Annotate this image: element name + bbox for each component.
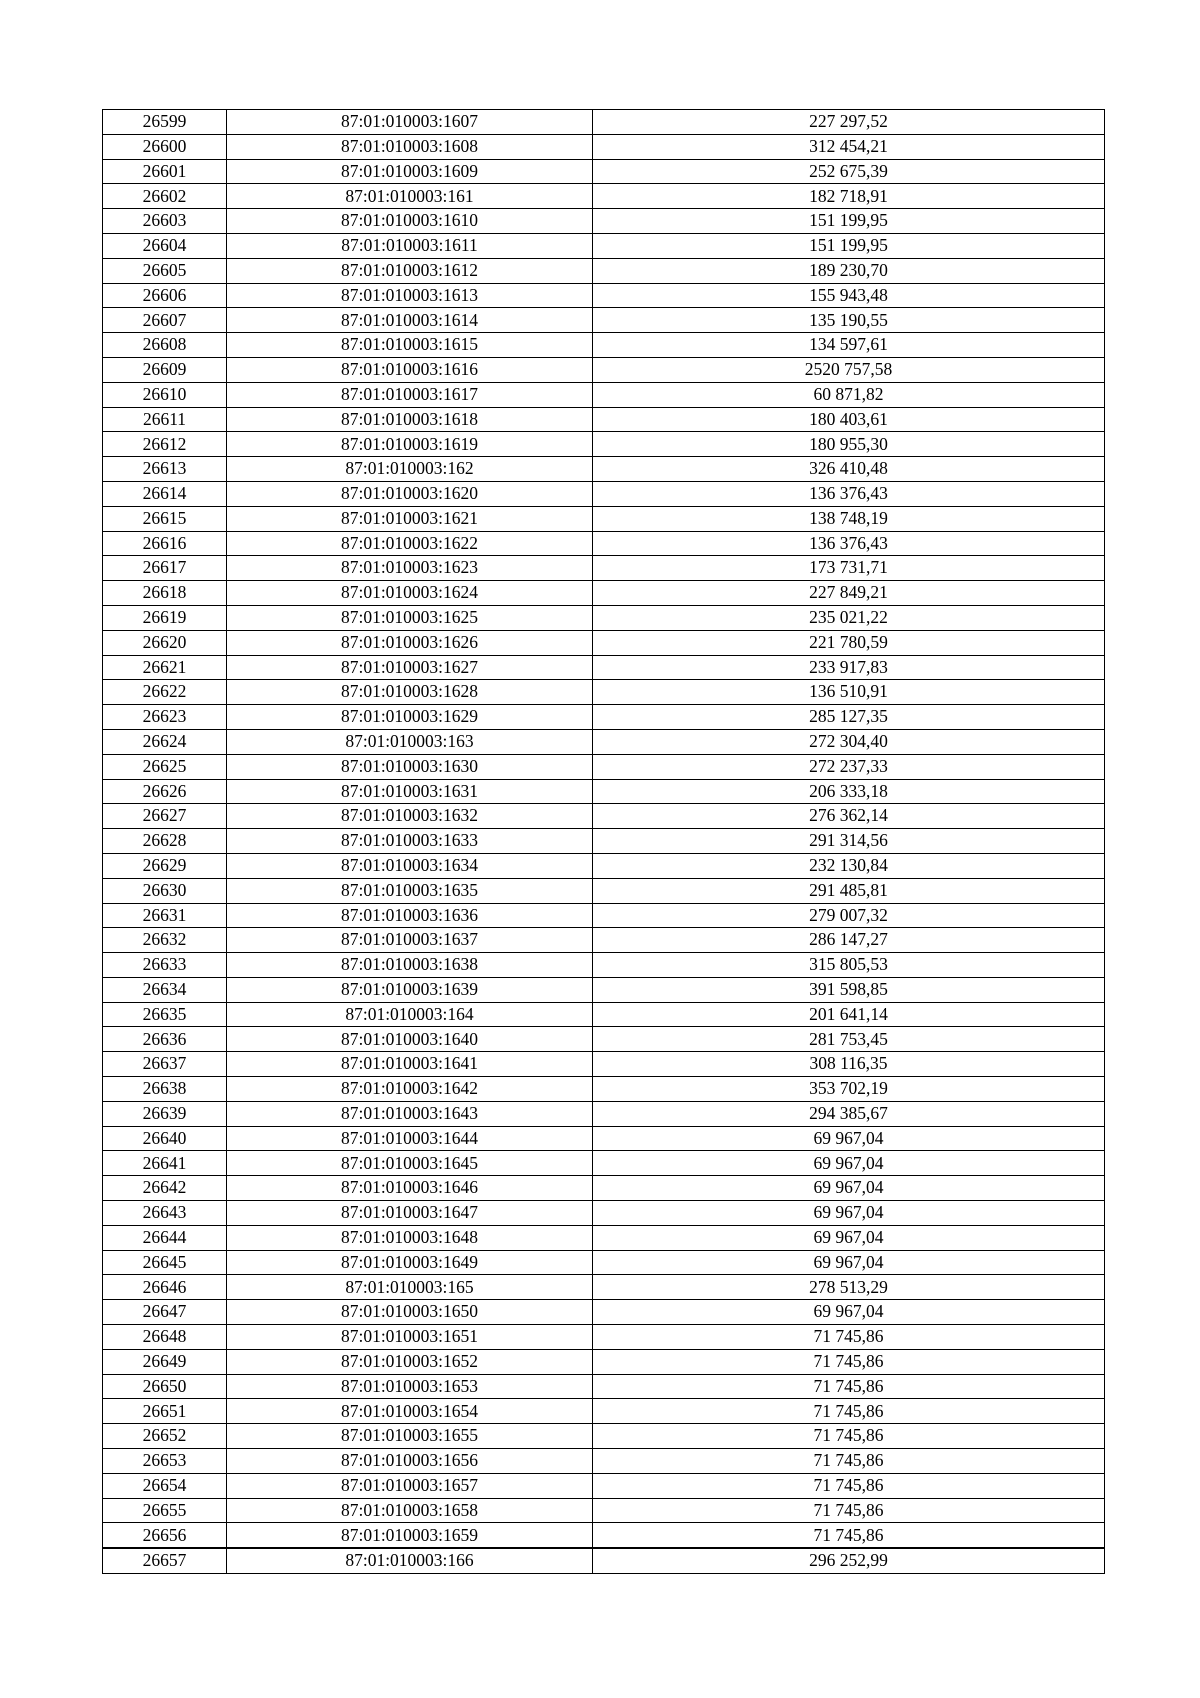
table-row <box>103 432 1105 457</box>
cadastral-number-cell: 87:01:010003:162 <box>227 457 593 482</box>
table-row <box>103 382 1105 407</box>
table-row <box>103 977 1105 1002</box>
table-row <box>103 134 1105 159</box>
row-number-cell: 26637 <box>103 1052 227 1077</box>
table-row <box>103 1349 1105 1374</box>
cadastral-number-cell: 87:01:010003:1645 <box>227 1151 593 1176</box>
cadastral-value-cell: 135 190,55 <box>593 308 1105 333</box>
row-number-cell: 26648 <box>103 1325 227 1350</box>
table-row <box>103 581 1105 606</box>
row-number-cell: 26644 <box>103 1225 227 1250</box>
table-row <box>103 457 1105 482</box>
cadastral-value-cell: 291 485,81 <box>593 878 1105 903</box>
cadastral-number-cell: 87:01:010003:1615 <box>227 333 593 358</box>
cadastral-value-cell: 69 967,04 <box>593 1126 1105 1151</box>
table-row <box>103 1449 1105 1474</box>
table-row <box>103 1027 1105 1052</box>
row-number-cell: 26604 <box>103 233 227 258</box>
cadastral-number-cell: 87:01:010003:1652 <box>227 1349 593 1374</box>
cadastral-number-cell: 87:01:010003:1617 <box>227 382 593 407</box>
row-number-cell: 26640 <box>103 1126 227 1151</box>
table-row <box>103 779 1105 804</box>
cadastral-value-cell: 2520 757,58 <box>593 357 1105 382</box>
cadastral-value-cell: 69 967,04 <box>593 1250 1105 1275</box>
row-number-cell: 26622 <box>103 680 227 705</box>
cadastral-number-cell: 87:01:010003:1620 <box>227 481 593 506</box>
row-number-cell: 26641 <box>103 1151 227 1176</box>
table-row <box>103 605 1105 630</box>
table-row <box>103 556 1105 581</box>
row-number-cell: 26649 <box>103 1349 227 1374</box>
cadastral-value-cell: 180 403,61 <box>593 407 1105 432</box>
row-number-cell: 26655 <box>103 1498 227 1523</box>
row-number-cell: 26643 <box>103 1201 227 1226</box>
cadastral-number-cell: 87:01:010003:1649 <box>227 1250 593 1275</box>
row-number-cell: 26650 <box>103 1374 227 1399</box>
cadastral-value-cell: 71 745,86 <box>593 1449 1105 1474</box>
cadastral-value-cell: 232 130,84 <box>593 853 1105 878</box>
table-row <box>103 1498 1105 1523</box>
cadastral-value-cell: 136 510,91 <box>593 680 1105 705</box>
cadastral-number-cell: 87:01:010003:1621 <box>227 506 593 531</box>
row-number-cell: 26619 <box>103 605 227 630</box>
cadastral-number-cell: 87:01:010003:1618 <box>227 407 593 432</box>
table-row <box>103 1250 1105 1275</box>
table-row <box>103 804 1105 829</box>
cadastral-value-cell: 71 745,86 <box>593 1473 1105 1498</box>
table-row <box>103 283 1105 308</box>
table-row <box>103 1002 1105 1027</box>
cadastral-number-cell: 87:01:010003:1637 <box>227 928 593 953</box>
cadastral-number-cell: 87:01:010003:1625 <box>227 605 593 630</box>
row-number-cell: 26602 <box>103 184 227 209</box>
cadastral-number-cell: 87:01:010003:1610 <box>227 209 593 234</box>
table-row <box>103 1077 1105 1102</box>
table-row <box>103 1424 1105 1449</box>
table-row <box>103 953 1105 978</box>
table-row <box>103 1126 1105 1151</box>
table-row <box>103 928 1105 953</box>
row-number-cell: 26601 <box>103 159 227 184</box>
cadastral-value-cell: 138 748,19 <box>593 506 1105 531</box>
table-row <box>103 233 1105 258</box>
cadastral-number-cell: 87:01:010003:1623 <box>227 556 593 581</box>
table-row <box>103 1523 1105 1548</box>
cadastral-value-cell: 201 641,14 <box>593 1002 1105 1027</box>
cadastral-number-cell: 87:01:010003:1634 <box>227 853 593 878</box>
cadastral-number-cell: 87:01:010003:1635 <box>227 878 593 903</box>
cadastral-value-cell: 235 021,22 <box>593 605 1105 630</box>
row-number-cell: 26599 <box>103 110 227 135</box>
table-row <box>103 829 1105 854</box>
row-number-cell: 26625 <box>103 754 227 779</box>
row-number-cell: 26654 <box>103 1473 227 1498</box>
cadastral-value-cell: 71 745,86 <box>593 1498 1105 1523</box>
cadastral-value-cell: 291 314,56 <box>593 829 1105 854</box>
cadastral-number-cell: 87:01:010003:1642 <box>227 1077 593 1102</box>
table-row <box>103 630 1105 655</box>
cadastral-value-cell: 155 943,48 <box>593 283 1105 308</box>
row-number-cell: 26617 <box>103 556 227 581</box>
table-row <box>103 407 1105 432</box>
cadastral-number-cell: 87:01:010003:1630 <box>227 754 593 779</box>
cadastral-number-cell: 87:01:010003:1609 <box>227 159 593 184</box>
table-row <box>103 357 1105 382</box>
cadastral-number-cell: 87:01:010003:1639 <box>227 977 593 1002</box>
cadastral-number-cell: 87:01:010003:1624 <box>227 581 593 606</box>
cadastral-value-cell: 276 362,14 <box>593 804 1105 829</box>
row-number-cell: 26627 <box>103 804 227 829</box>
table-row <box>103 903 1105 928</box>
row-number-cell: 26614 <box>103 481 227 506</box>
table-row <box>103 1176 1105 1201</box>
table-row <box>103 1300 1105 1325</box>
cadastral-value-cell: 71 745,86 <box>593 1523 1105 1548</box>
table-row <box>103 705 1105 730</box>
cadastral-value-cell: 71 745,86 <box>593 1349 1105 1374</box>
cadastral-value-cell: 272 304,40 <box>593 729 1105 754</box>
table-row <box>103 680 1105 705</box>
row-number-cell: 26647 <box>103 1300 227 1325</box>
cadastral-number-cell: 87:01:010003:1608 <box>227 134 593 159</box>
row-number-cell: 26606 <box>103 283 227 308</box>
row-number-cell: 26639 <box>103 1101 227 1126</box>
row-number-cell: 26628 <box>103 829 227 854</box>
cadastral-value-cell: 326 410,48 <box>593 457 1105 482</box>
table-row <box>103 531 1105 556</box>
table-row <box>103 1399 1105 1424</box>
cadastral-number-cell: 87:01:010003:1612 <box>227 258 593 283</box>
table-row <box>103 1201 1105 1226</box>
cadastral-value-cell: 71 745,86 <box>593 1325 1105 1350</box>
table-row <box>103 1325 1105 1350</box>
cadastral-number-cell: 87:01:010003:1616 <box>227 357 593 382</box>
row-number-cell: 26653 <box>103 1449 227 1474</box>
table-row <box>103 729 1105 754</box>
table-row <box>103 1101 1105 1126</box>
cadastral-number-cell: 87:01:010003:1631 <box>227 779 593 804</box>
row-number-cell: 26608 <box>103 333 227 358</box>
cadastral-value-cell: 281 753,45 <box>593 1027 1105 1052</box>
cadastral-number-cell: 87:01:010003:1636 <box>227 903 593 928</box>
table-row <box>103 110 1105 135</box>
cadastral-number-cell: 87:01:010003:1655 <box>227 1424 593 1449</box>
cadastral-value-table <box>102 109 1105 1574</box>
cadastral-value-cell: 296 252,99 <box>593 1548 1105 1573</box>
row-number-cell: 26600 <box>103 134 227 159</box>
row-number-cell: 26624 <box>103 729 227 754</box>
cadastral-number-cell: 87:01:010003:1638 <box>227 953 593 978</box>
row-number-cell: 26605 <box>103 258 227 283</box>
row-number-cell: 26636 <box>103 1027 227 1052</box>
row-number-cell: 26603 <box>103 209 227 234</box>
table-row <box>103 1548 1105 1573</box>
cadastral-value-cell: 286 147,27 <box>593 928 1105 953</box>
cadastral-number-cell: 87:01:010003:1619 <box>227 432 593 457</box>
cadastral-value-cell: 279 007,32 <box>593 903 1105 928</box>
cadastral-number-cell: 87:01:010003:1632 <box>227 804 593 829</box>
cadastral-number-cell: 87:01:010003:1651 <box>227 1325 593 1350</box>
cadastral-value-cell: 391 598,85 <box>593 977 1105 1002</box>
table-body <box>103 110 1105 1574</box>
row-number-cell: 26657 <box>103 1548 227 1573</box>
cadastral-number-cell: 87:01:010003:1659 <box>227 1523 593 1548</box>
row-number-cell: 26615 <box>103 506 227 531</box>
cadastral-value-cell: 206 333,18 <box>593 779 1105 804</box>
row-number-cell: 26631 <box>103 903 227 928</box>
row-number-cell: 26629 <box>103 853 227 878</box>
cadastral-value-cell: 189 230,70 <box>593 258 1105 283</box>
cadastral-value-cell: 278 513,29 <box>593 1275 1105 1300</box>
cadastral-value-cell: 221 780,59 <box>593 630 1105 655</box>
table-row <box>103 506 1105 531</box>
row-number-cell: 26656 <box>103 1523 227 1548</box>
cadastral-number-cell: 87:01:010003:163 <box>227 729 593 754</box>
row-number-cell: 26621 <box>103 655 227 680</box>
row-number-cell: 26607 <box>103 308 227 333</box>
cadastral-number-cell: 87:01:010003:1644 <box>227 1126 593 1151</box>
cadastral-number-cell: 87:01:010003:166 <box>227 1548 593 1573</box>
row-number-cell: 26610 <box>103 382 227 407</box>
cadastral-number-cell: 87:01:010003:1657 <box>227 1473 593 1498</box>
cadastral-value-cell: 308 116,35 <box>593 1052 1105 1077</box>
table-row <box>103 1225 1105 1250</box>
row-number-cell: 26620 <box>103 630 227 655</box>
row-number-cell: 26618 <box>103 581 227 606</box>
cadastral-number-cell: 87:01:010003:1633 <box>227 829 593 854</box>
table-row <box>103 258 1105 283</box>
row-number-cell: 26652 <box>103 1424 227 1449</box>
cadastral-number-cell: 87:01:010003:1654 <box>227 1399 593 1424</box>
cadastral-value-cell: 182 718,91 <box>593 184 1105 209</box>
row-number-cell: 26646 <box>103 1275 227 1300</box>
table-row <box>103 655 1105 680</box>
table-row <box>103 481 1105 506</box>
cadastral-value-cell: 252 675,39 <box>593 159 1105 184</box>
cadastral-value-cell: 71 745,86 <box>593 1424 1105 1449</box>
cadastral-number-cell: 87:01:010003:1658 <box>227 1498 593 1523</box>
table-row <box>103 209 1105 234</box>
cadastral-value-cell: 69 967,04 <box>593 1225 1105 1250</box>
cadastral-number-cell: 87:01:010003:1611 <box>227 233 593 258</box>
row-number-cell: 26634 <box>103 977 227 1002</box>
cadastral-value-cell: 71 745,86 <box>593 1374 1105 1399</box>
cadastral-number-cell: 87:01:010003:1653 <box>227 1374 593 1399</box>
cadastral-number-cell: 87:01:010003:1648 <box>227 1225 593 1250</box>
cadastral-value-cell: 227 297,52 <box>593 110 1105 135</box>
cadastral-value-cell: 134 597,61 <box>593 333 1105 358</box>
cadastral-number-cell: 87:01:010003:1647 <box>227 1201 593 1226</box>
cadastral-number-cell: 87:01:010003:1641 <box>227 1052 593 1077</box>
cadastral-value-cell: 315 805,53 <box>593 953 1105 978</box>
table-row <box>103 1473 1105 1498</box>
cadastral-value-cell: 285 127,35 <box>593 705 1105 730</box>
table-row <box>103 1374 1105 1399</box>
cadastral-number-cell: 87:01:010003:1627 <box>227 655 593 680</box>
cadastral-value-cell: 69 967,04 <box>593 1151 1105 1176</box>
cadastral-number-cell: 87:01:010003:1628 <box>227 680 593 705</box>
cadastral-value-cell: 233 917,83 <box>593 655 1105 680</box>
cadastral-number-cell: 87:01:010003:1629 <box>227 705 593 730</box>
cadastral-value-cell: 60 871,82 <box>593 382 1105 407</box>
cadastral-value-cell: 312 454,21 <box>593 134 1105 159</box>
row-number-cell: 26626 <box>103 779 227 804</box>
cadastral-value-cell: 173 731,71 <box>593 556 1105 581</box>
cadastral-number-cell: 87:01:010003:1614 <box>227 308 593 333</box>
cadastral-value-cell: 272 237,33 <box>593 754 1105 779</box>
table-row <box>103 878 1105 903</box>
cadastral-number-cell: 87:01:010003:1643 <box>227 1101 593 1126</box>
cadastral-number-cell: 87:01:010003:1640 <box>227 1027 593 1052</box>
cadastral-number-cell: 87:01:010003:161 <box>227 184 593 209</box>
row-number-cell: 26642 <box>103 1176 227 1201</box>
row-number-cell: 26638 <box>103 1077 227 1102</box>
row-number-cell: 26623 <box>103 705 227 730</box>
row-number-cell: 26611 <box>103 407 227 432</box>
cadastral-number-cell: 87:01:010003:1626 <box>227 630 593 655</box>
row-number-cell: 26609 <box>103 357 227 382</box>
row-number-cell: 26616 <box>103 531 227 556</box>
row-number-cell: 26651 <box>103 1399 227 1424</box>
table-row <box>103 1052 1105 1077</box>
cadastral-value-cell: 294 385,67 <box>593 1101 1105 1126</box>
cadastral-number-cell: 87:01:010003:1656 <box>227 1449 593 1474</box>
cadastral-number-cell: 87:01:010003:1646 <box>227 1176 593 1201</box>
cadastral-value-cell: 151 199,95 <box>593 209 1105 234</box>
table-row <box>103 1275 1105 1300</box>
cadastral-number-cell: 87:01:010003:1650 <box>227 1300 593 1325</box>
cadastral-number-cell: 87:01:010003:165 <box>227 1275 593 1300</box>
cadastral-value-cell: 353 702,19 <box>593 1077 1105 1102</box>
cadastral-value-cell: 69 967,04 <box>593 1176 1105 1201</box>
row-number-cell: 26635 <box>103 1002 227 1027</box>
cadastral-number-cell: 87:01:010003:1622 <box>227 531 593 556</box>
table-row <box>103 308 1105 333</box>
table-row <box>103 333 1105 358</box>
cadastral-value-cell: 180 955,30 <box>593 432 1105 457</box>
table-row <box>103 1151 1105 1176</box>
cadastral-value-cell: 227 849,21 <box>593 581 1105 606</box>
cadastral-number-cell: 87:01:010003:1613 <box>227 283 593 308</box>
row-number-cell: 26613 <box>103 457 227 482</box>
row-number-cell: 26632 <box>103 928 227 953</box>
row-number-cell: 26612 <box>103 432 227 457</box>
cadastral-value-cell: 71 745,86 <box>593 1399 1105 1424</box>
cadastral-number-cell: 87:01:010003:1607 <box>227 110 593 135</box>
cadastral-value-cell: 136 376,43 <box>593 531 1105 556</box>
table-row <box>103 853 1105 878</box>
table-row <box>103 754 1105 779</box>
table-row <box>103 159 1105 184</box>
cadastral-value-cell: 69 967,04 <box>593 1300 1105 1325</box>
cadastral-value-cell: 151 199,95 <box>593 233 1105 258</box>
row-number-cell: 26645 <box>103 1250 227 1275</box>
cadastral-value-cell: 136 376,43 <box>593 481 1105 506</box>
table-row <box>103 184 1105 209</box>
row-number-cell: 26630 <box>103 878 227 903</box>
cadastral-value-cell: 69 967,04 <box>593 1201 1105 1226</box>
cadastral-number-cell: 87:01:010003:164 <box>227 1002 593 1027</box>
row-number-cell: 26633 <box>103 953 227 978</box>
